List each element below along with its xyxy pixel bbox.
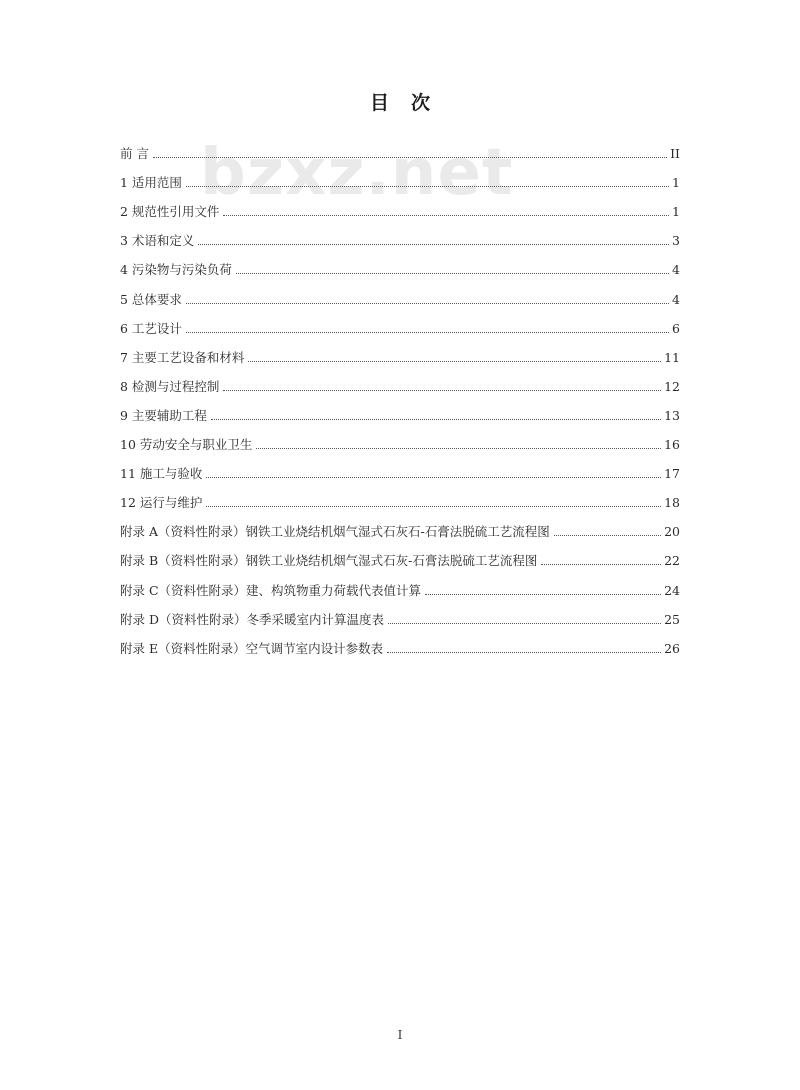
toc-entry-4[interactable] <box>120 249 680 278</box>
toc-leader-dots <box>388 622 661 624</box>
toc-entry-label: 10 劳动安全与职业卫生 <box>120 437 253 453</box>
toc-entry-label: 11 施工与验收 <box>120 466 203 482</box>
page-number: I <box>397 1028 403 1042</box>
toc-entry-appendix-a[interactable] <box>120 511 680 540</box>
toc-entry-page: 18 <box>664 495 680 511</box>
toc-leader-dots <box>186 302 669 304</box>
toc-entry-page: 11 <box>664 349 680 365</box>
toc-leader-dots <box>206 505 661 507</box>
toc-leader-dots <box>153 156 667 158</box>
toc-leader-dots <box>425 593 661 595</box>
toc-entry-label: 前 言 <box>120 146 149 162</box>
toc-entry-9[interactable] <box>120 395 680 424</box>
toc-entry-page: 4 <box>672 262 680 278</box>
toc-entry-page: 12 <box>664 378 680 394</box>
toc-leader-dots <box>248 360 661 362</box>
table-of-contents <box>120 133 680 657</box>
toc-entry-7[interactable] <box>120 337 680 366</box>
toc-entry-page: 22 <box>664 553 680 569</box>
toc-leader-dots <box>541 563 661 565</box>
toc-entry-label: 1 适用范围 <box>120 175 182 191</box>
toc-entry-label: 附录 C（资料性附录）建、构筑物重力荷载代表值计算 <box>120 582 422 598</box>
toc-entry-page: II <box>670 146 680 162</box>
toc-leader-dots <box>554 534 661 536</box>
toc-entry-foreword[interactable] <box>120 133 680 162</box>
toc-entry-2[interactable] <box>120 191 680 220</box>
toc-entry-page: 1 <box>672 204 680 220</box>
toc-entry-1[interactable] <box>120 162 680 191</box>
toc-leader-dots <box>186 185 669 187</box>
toc-entry-8[interactable] <box>120 366 680 395</box>
toc-leader-dots <box>198 243 669 245</box>
toc-entry-appendix-c[interactable] <box>120 569 680 598</box>
toc-entry-appendix-d[interactable] <box>120 599 680 628</box>
toc-entry-page: 26 <box>664 640 680 656</box>
toc-entry-3[interactable] <box>120 220 680 249</box>
page-title-left: 目 <box>369 92 389 114</box>
toc-leader-dots <box>206 476 661 478</box>
toc-entry-page: 17 <box>664 466 680 482</box>
toc-leader-dots <box>236 272 669 274</box>
toc-entry-label: 附录 A（资料性附录）钢铁工业烧结机烟气湿式石灰石-石膏法脱硫工艺流程图 <box>120 524 550 540</box>
toc-leader-dots <box>186 331 669 333</box>
toc-entry-appendix-e[interactable] <box>120 628 680 657</box>
toc-entry-12[interactable] <box>120 482 680 511</box>
toc-leader-dots <box>387 651 661 653</box>
toc-entry-label: 3 术语和定义 <box>120 233 195 249</box>
toc-entry-label: 12 运行与维护 <box>120 495 203 511</box>
toc-entry-page: 1 <box>672 175 680 191</box>
toc-entry-page: 4 <box>672 291 680 307</box>
toc-entry-label: 2 规范性引用文件 <box>120 204 220 220</box>
toc-leader-dots <box>223 214 669 216</box>
page-title-right: 次 <box>411 92 431 114</box>
toc-entry-page: 13 <box>664 407 680 423</box>
toc-entry-5[interactable] <box>120 278 680 307</box>
watermark: bzxz.net <box>200 136 514 210</box>
toc-leader-dots <box>211 418 661 420</box>
toc-entry-page: 25 <box>664 611 680 627</box>
toc-entry-label: 附录 D（资料性附录）冬季采暖室内计算温度表 <box>120 611 384 627</box>
toc-entry-page: 16 <box>664 437 680 453</box>
toc-entry-label: 6 工艺设计 <box>120 320 182 336</box>
toc-entry-label: 8 检测与过程控制 <box>120 378 220 394</box>
toc-entry-page: 6 <box>672 320 680 336</box>
toc-entry-label: 附录 E（资料性附录）空气调节室内设计参数表 <box>120 640 384 656</box>
toc-leader-dots <box>223 389 661 391</box>
toc-entry-appendix-b[interactable] <box>120 540 680 569</box>
toc-entry-label: 5 总体要求 <box>120 291 182 307</box>
toc-entry-page: 3 <box>672 233 680 249</box>
toc-entry-10[interactable] <box>120 424 680 453</box>
toc-entry-label: 附录 B（资料性附录）钢铁工业烧结机烟气湿式石灰-石膏法脱硫工艺流程图 <box>120 553 538 569</box>
toc-entry-label: 7 主要工艺设备和材料 <box>120 349 245 365</box>
toc-leader-dots <box>256 447 661 449</box>
toc-entry-label: 4 污染物与污染负荷 <box>120 262 232 278</box>
toc-entry-page: 20 <box>664 524 680 540</box>
toc-entry-11[interactable] <box>120 453 680 482</box>
page-title <box>0 88 800 115</box>
toc-entry-6[interactable] <box>120 308 680 337</box>
toc-entry-page: 24 <box>664 582 680 598</box>
toc-entry-label: 9 主要辅助工程 <box>120 407 207 423</box>
